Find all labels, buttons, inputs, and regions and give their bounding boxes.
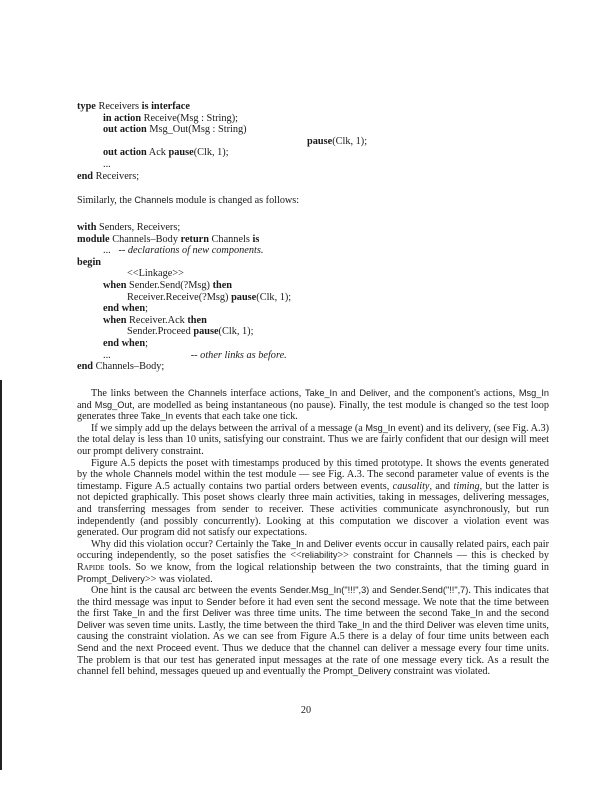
code-line: ... -- other links as before. [103, 349, 287, 361]
code-line: with Senders, Receivers; [77, 222, 181, 233]
code-line: pause(Clk, 1); [307, 135, 368, 147]
code-line: out action Ack pause(Clk, 1); [103, 147, 229, 159]
body-text [77, 388, 549, 678]
code-line: ... [103, 158, 111, 170]
code-line: Sender.Proceed pause(Clk, 1); [127, 326, 254, 338]
code-line: begin [77, 256, 102, 268]
code-line: when Receiver.Ack then [103, 314, 207, 326]
code-line: out action Msg_Out(Msg : String) [103, 124, 247, 136]
lead-sentence: Similarly, the Channels module is changed as follows: [77, 195, 300, 206]
code-line: in action Receive(Msg : String); [103, 112, 238, 124]
code-line: ... -- declarations of new components. [103, 245, 264, 257]
paragraph: If we simply add up the delays between the arrival of a message (a Msg_In event) and its delivery, (see Fig. A.3) the total delay is less than 10 units, satisfying our constraint. Thus we are fairly confident that our design will meet our prompt delivery constraint. [77, 422, 549, 457]
code-line: when Sender.Send(?Msg) then [103, 279, 233, 291]
code-line: type Receivers is interface [77, 101, 190, 112]
paragraph: One hint is the causal arc between the events Sender.Msg_In("!!!",3) and Sender.Send("!!",7). This indicates that the third message was input to Sender before it had even sent the second message. We note that the time between the first Take_In and the first Deliver was three time units. The time between the second Take_In and the second Deliver was seven time units. Lastly, the time between the third Take_In and the third Deliver was eleven time units, causing the constraint violation. As we can see from Figure A.5 there is a delay of four time units between each Send and the next Proceed event. Thus we deduce that the channel can deliver a message every four time units. The problem is that our test has generated input messages at the rate of one message every tick. As a result the channel fell behind, messages queued up and eventually the Prompt_Delivery constraint was violated. [77, 585, 549, 678]
paragraph: Figure A.5 depicts the poset with timestamps produced by this timed prototype. It shows the events generated by the whole Channels model within the test module — see Fig. A.3. The second parameter value of events is the timestamp. Figure A.5 actually contains two partial orders between events, causality, and timing, but the latter is not depicted graphically. This poset shows clearly three main activities, taking in messages, delivering messages, and transferring messages from sender to receiver. These activities communicate asynchronously, but run independently (and possibly concurrently). Looking at this computation we discover a violation event was generated. Our program did not satisfy our expectations. [77, 457, 549, 539]
code-block-receivers [77, 101, 557, 182]
code-block-channels [77, 222, 557, 373]
page-number: 20 [300, 705, 312, 716]
code-line: end when; [103, 303, 148, 315]
code-line: end when; [103, 337, 148, 349]
code-line: end Receivers; [77, 170, 140, 182]
paragraph: Why did this violation occur? Certainly the Take_In and Deliver events occur in causally related pairs, each pair occuring independently, so the poset satisfies the <<reliability>> constraint for Channels — this is checked by Rapide tools. So we know, from the logical relationship between the two constraints, that the timing guard in Prompt_Delivery>> was violated. [77, 538, 549, 585]
paragraph: The links between the Channels interface actions, Take_In and Deliver, and the component's actions, Msg_In and Msg_Out, are modelled as being instantaneous (no pause). Finally, the test module is changed so the test loop generates three Take_In events that each take one tick. [77, 388, 549, 423]
code-line: Receiver.Receive(?Msg) pause(Clk, 1); [127, 291, 292, 303]
code-line: end Channels–Body; [77, 361, 165, 373]
code-line: module Channels–Body return Channels is [77, 233, 260, 245]
code-line: <<Linkage>> [127, 268, 184, 280]
